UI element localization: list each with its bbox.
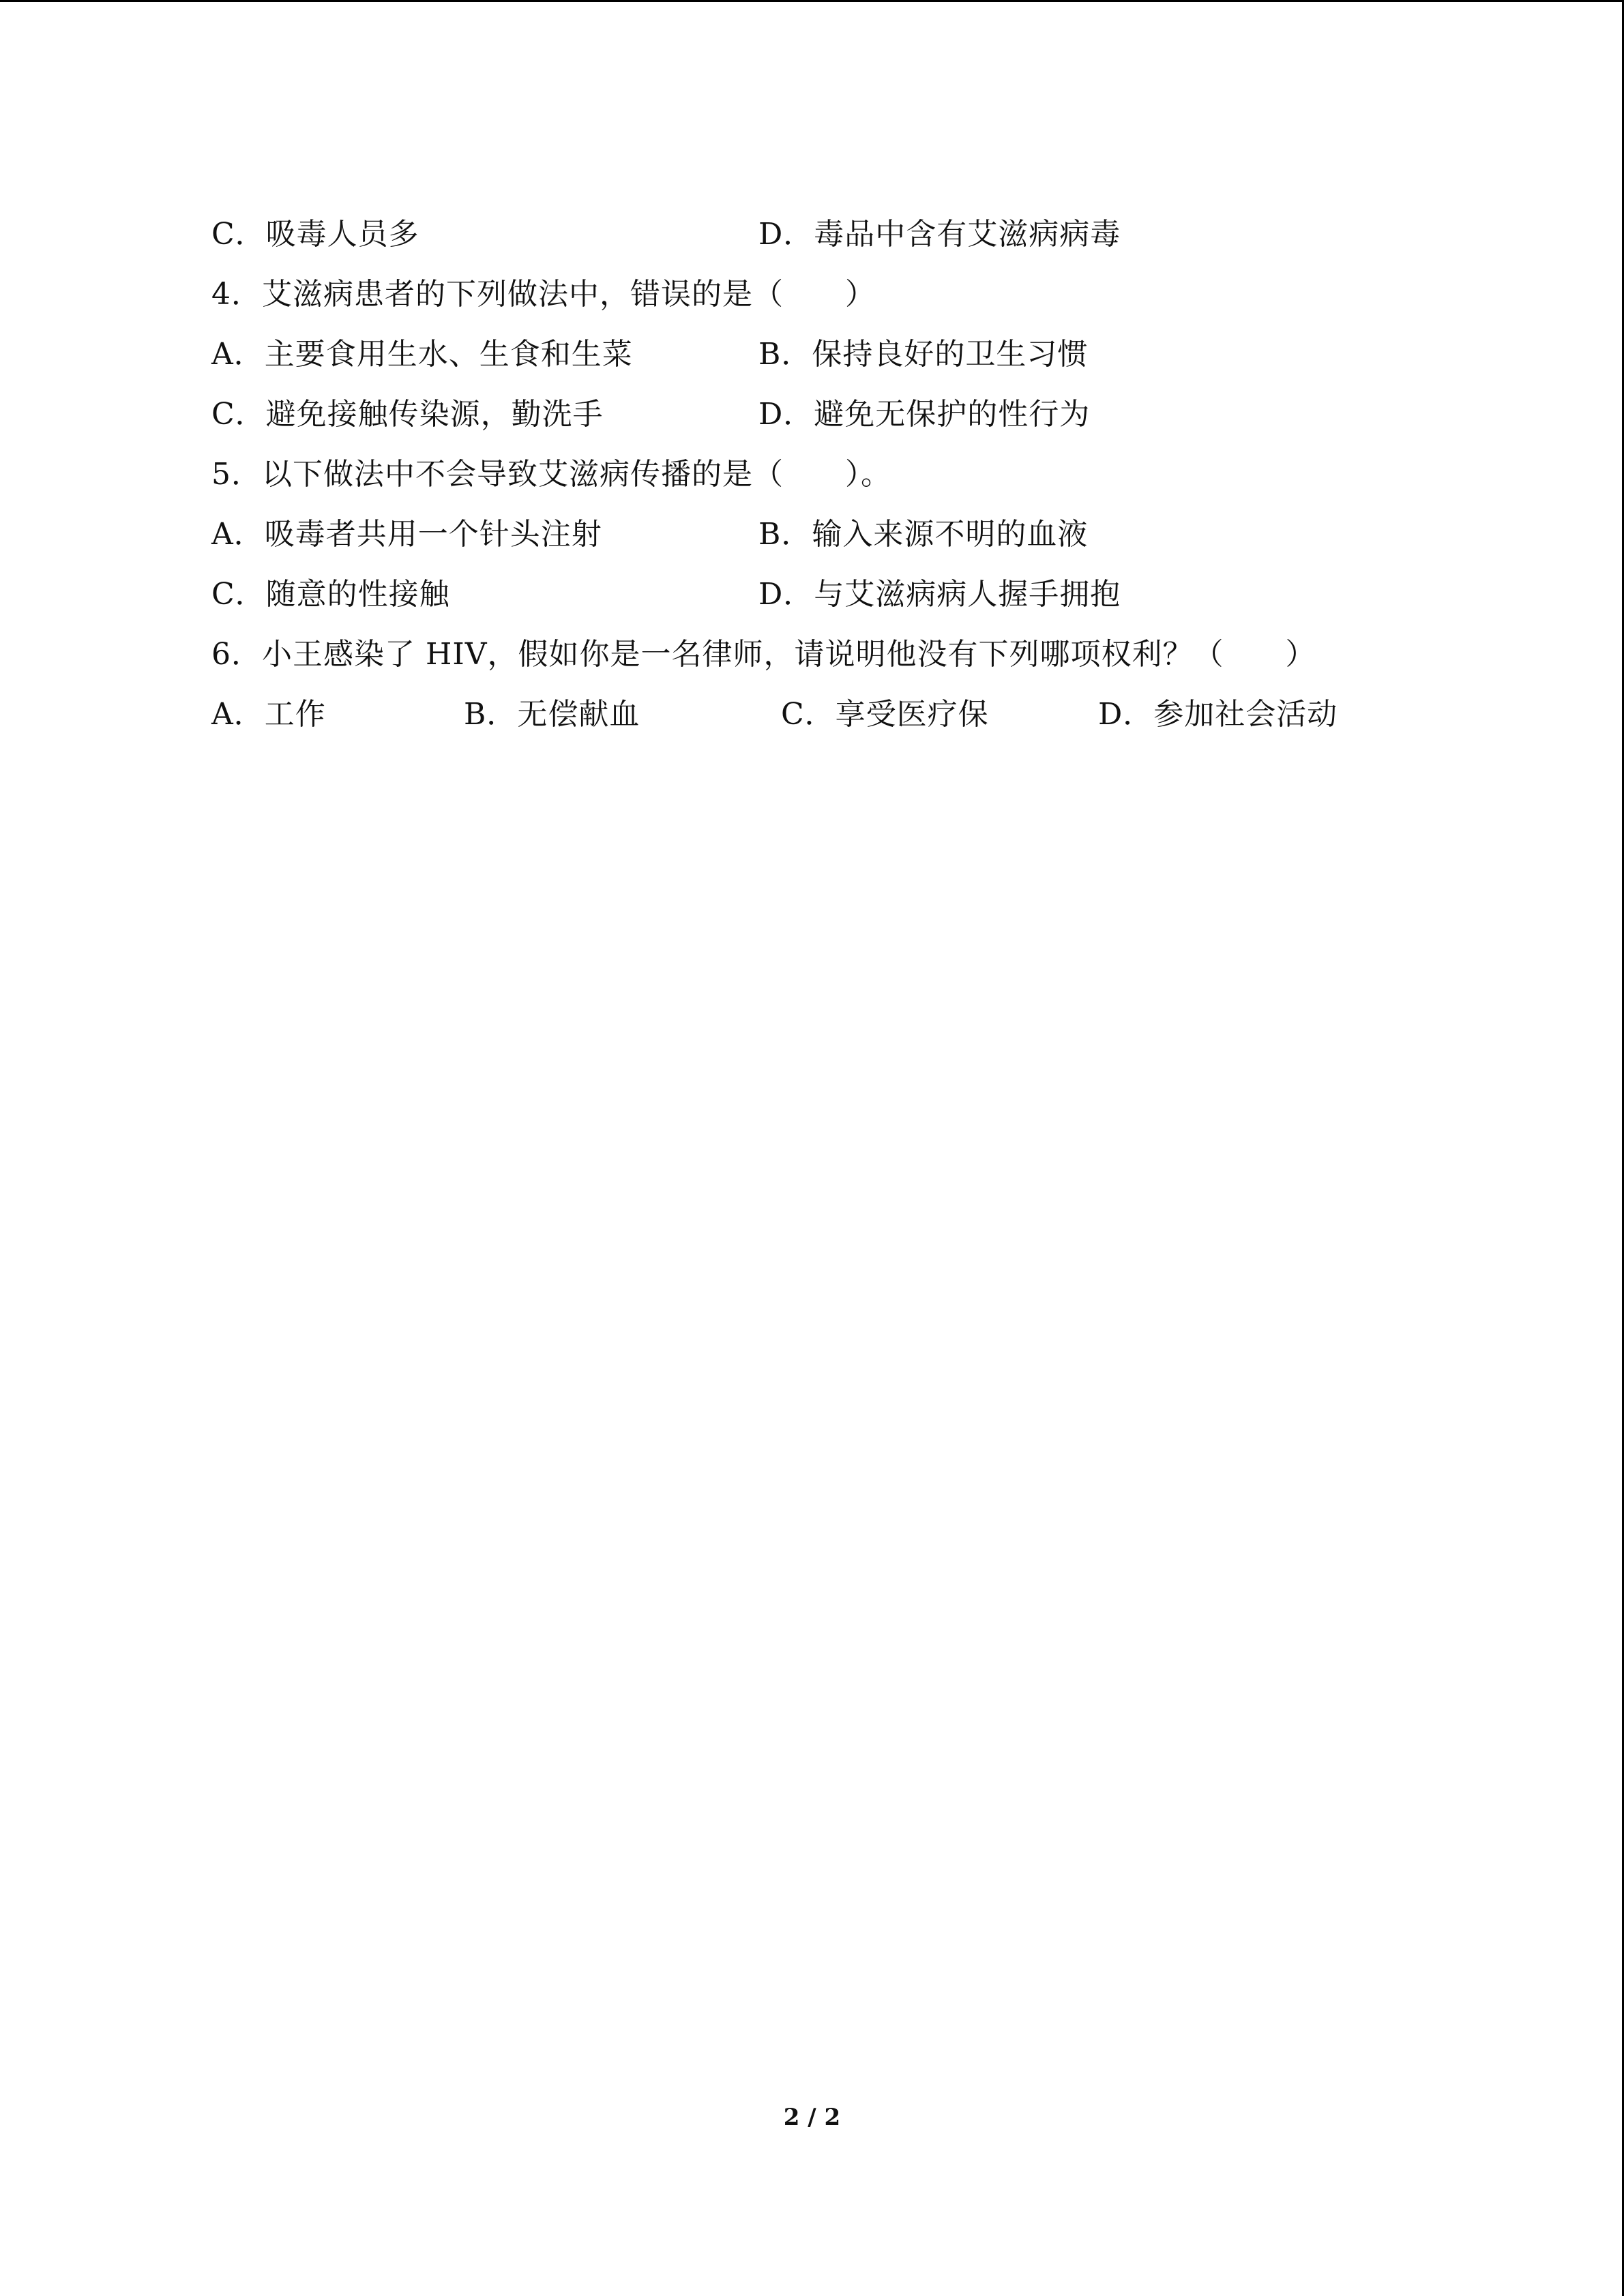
q5-option-a: A．吸毒者共用一个针头注射	[211, 517, 602, 552]
q3-option-c: C．吸毒人员多	[211, 217, 419, 252]
page-number: 2 / 2	[783, 2104, 841, 2131]
q6-option-c: C．享受医疗保	[781, 697, 989, 732]
q6-option-b: B．无偿献血	[464, 697, 640, 732]
q5-stem: 5．以下做法中不会导致艾滋病传播的是（ ）。	[211, 457, 891, 492]
q6-option-a: A．工作	[211, 697, 326, 732]
q4-option-b: B．保持良好的卫生习惯	[758, 337, 1089, 372]
q6-option-d: D．参加社会活动	[1098, 697, 1338, 732]
q6-stem: 6．小王感染了 HIV，假如你是一名律师，请说明他没有下列哪项权利？（ ）	[211, 637, 1316, 672]
q5-option-d: D．与艾滋病病人握手拥抱	[758, 577, 1121, 612]
q4-option-d: D．避免无保护的性行为	[758, 397, 1091, 432]
q4-option-c: C．避免接触传染源，勤洗手	[211, 397, 604, 432]
q4-option-a: A．主要食用生水、生食和生菜	[211, 337, 633, 372]
q3-option-d: D．毒品中含有艾滋病病毒	[758, 217, 1121, 252]
q4-stem: 4．艾滋病患者的下列做法中，错误的是（ ）	[211, 277, 876, 312]
q5-option-b: B．输入来源不明的血液	[758, 517, 1089, 552]
q5-option-c: C．随意的性接触	[211, 577, 450, 612]
